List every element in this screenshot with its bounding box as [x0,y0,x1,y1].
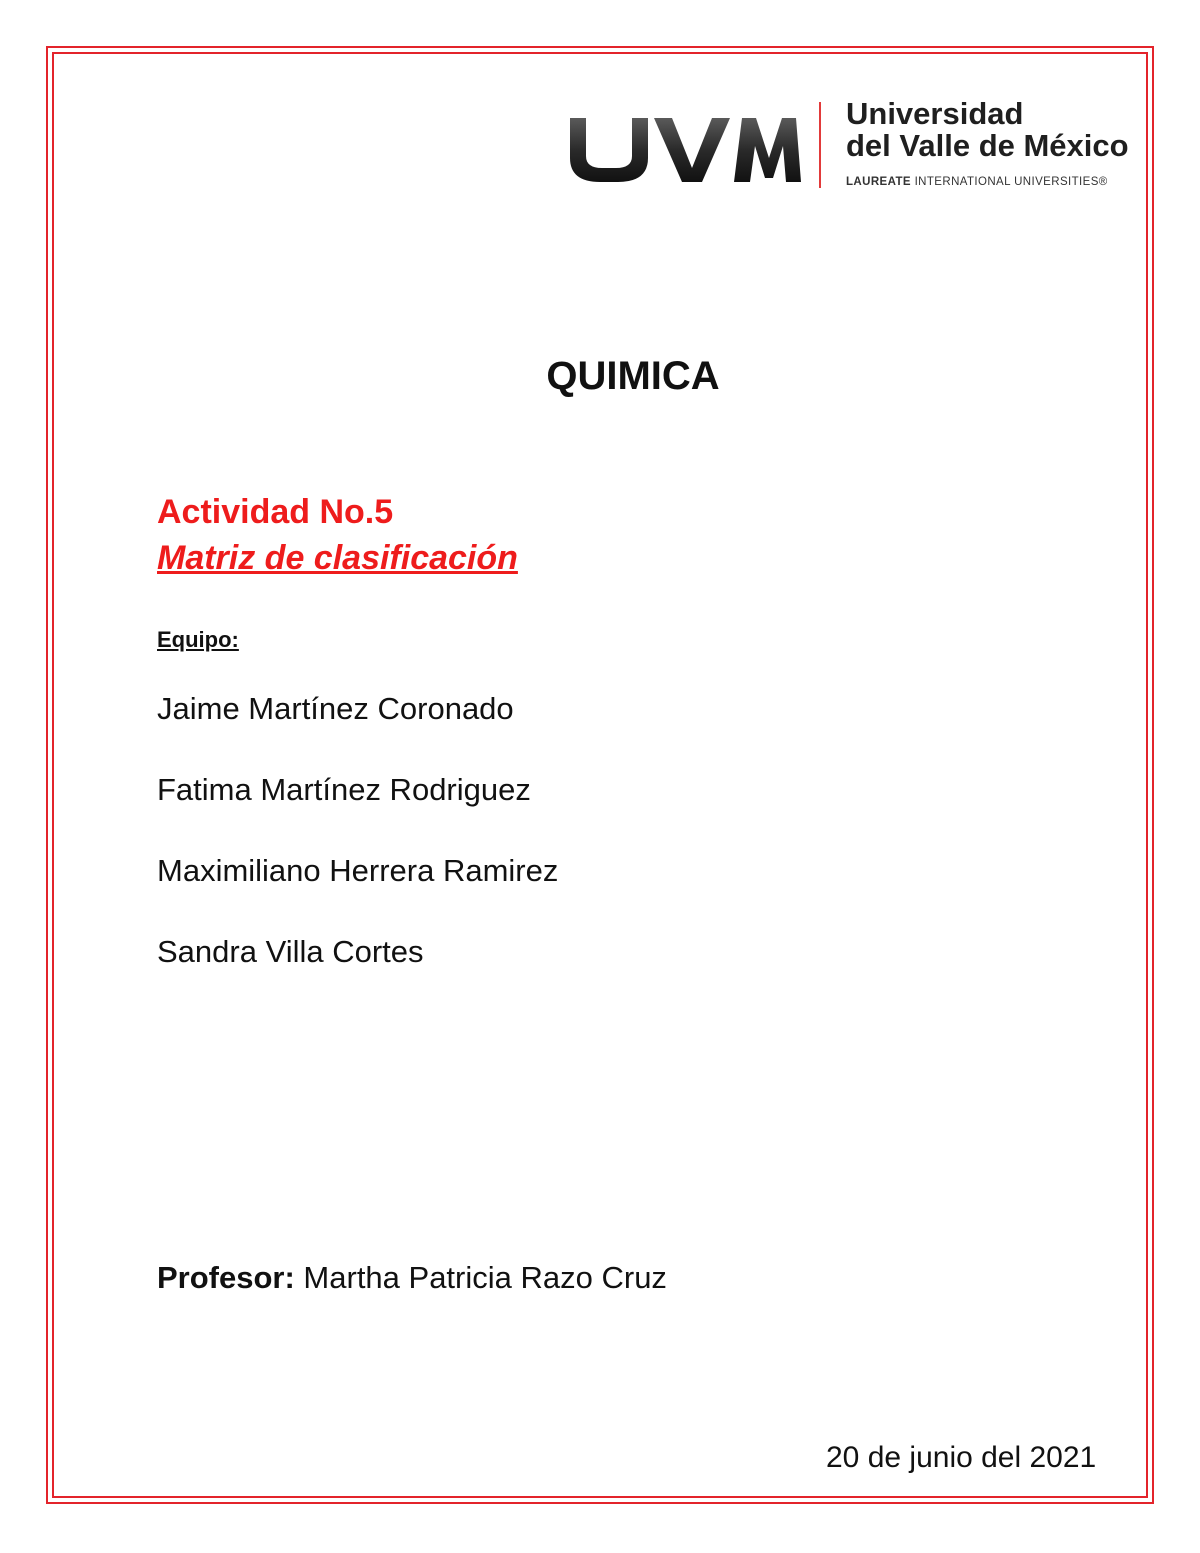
laureate-tagline [846,176,1108,188]
university-name-line2: del Valle de México [846,128,1129,163]
subject-title: QUIMICA [546,354,720,398]
document-date: 20 de junio del 2021 [826,1441,1097,1474]
activity-subtitle: Matriz de clasificación [157,539,518,577]
laureate-tagline-bold: LAUREATE [846,176,911,188]
team-member: Maximiliano Herrera Ramirez [157,853,559,888]
professor-name: Martha Patricia Razo Cruz [294,1260,667,1295]
university-name [846,98,1129,162]
professor-label: Profesor: [157,1260,295,1295]
team-label: Equipo: [157,627,239,652]
team-member: Sandra Villa Cortes [157,934,424,969]
team-member: Fatima Martínez Rodriguez [157,772,531,807]
activity-title: Actividad No.5 [157,493,394,531]
professor-line [157,1258,667,1298]
uvm-logo [566,98,1136,198]
university-name-line1: Universidad [846,96,1024,131]
team-member: Jaime Martínez Coronado [157,691,514,726]
laureate-tagline-rest: INTERNATIONAL UNIVERSITIES® [910,176,1108,188]
logo-divider [819,102,821,188]
uvm-logo-mark [566,106,801,184]
